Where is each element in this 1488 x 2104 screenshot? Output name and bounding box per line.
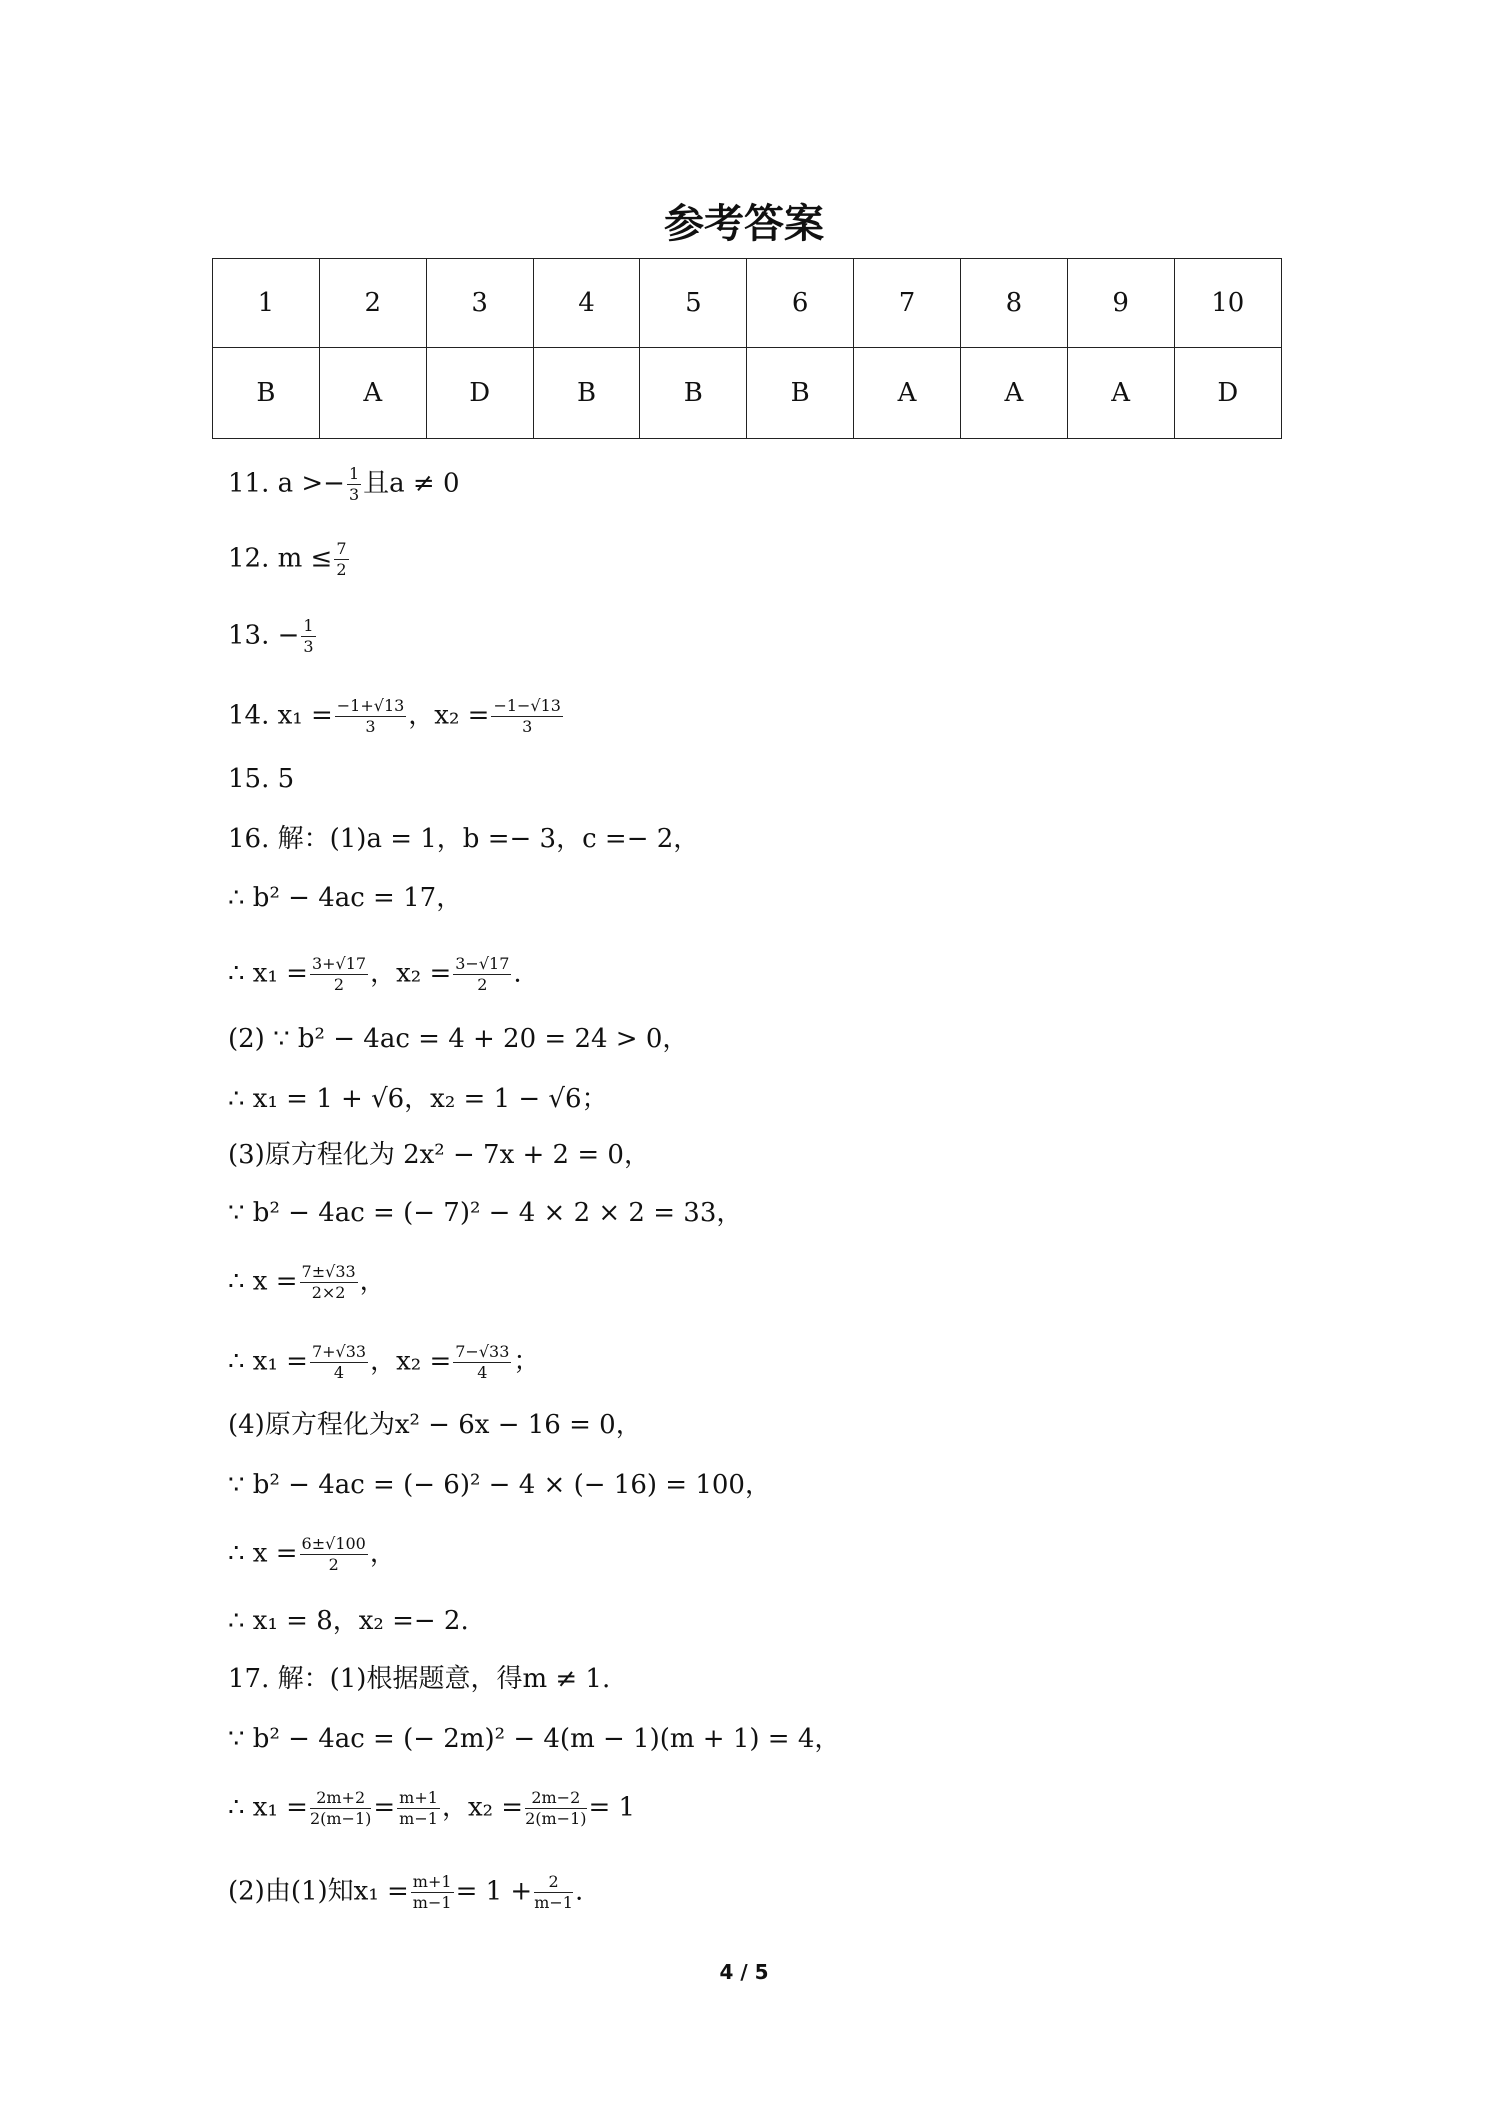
numerator: −1+√13 (336, 696, 405, 715)
denominator: m−1 (534, 1893, 573, 1912)
question-number: 6 (747, 259, 854, 348)
math-text: 且a ≠ 0 (363, 468, 460, 499)
fraction (335, 698, 407, 735)
numerator: 7 (336, 539, 347, 558)
fraction (525, 1790, 586, 1827)
numerator: m+1 (399, 1788, 438, 1807)
fraction (310, 1344, 368, 1381)
math-text: (2)由(1)知x₁ = (228, 1876, 409, 1907)
denominator: m−1 (399, 1809, 438, 1828)
solution-17-part1 (228, 1666, 610, 1692)
numerator: 1 (303, 616, 314, 635)
math-text: ∴ b² − 4ac = 17， (228, 883, 463, 913)
denominator: 4 (333, 1363, 345, 1382)
fraction (411, 1874, 454, 1911)
answer-cell: A (854, 348, 961, 439)
question-number: 2 (319, 259, 426, 348)
math-text: ∵ b² − 4ac = (− 2m)² − 4(m − 1)(m + 1) = 4， (228, 1724, 841, 1754)
math-text: ，x₂ = (370, 958, 452, 989)
solution-line (228, 1726, 840, 1752)
page-title: 参考答案 (664, 201, 824, 247)
denominator: 2 (328, 1555, 339, 1574)
numerator: 2m+2 (310, 1790, 371, 1809)
denominator: 2×2 (311, 1283, 346, 1302)
denominator: 2(m−1) (309, 1809, 372, 1828)
solution-line (228, 1536, 396, 1573)
math-text: 15. 5 (228, 764, 295, 794)
answer-cell: A (1067, 348, 1174, 439)
math-text: ，x₂ = (370, 1346, 452, 1377)
numerator: 7±√33 (301, 1262, 356, 1281)
answer-12 (228, 541, 351, 578)
math-text: ， (359, 1266, 386, 1297)
denominator: 3 (522, 717, 533, 736)
denominator: 3 (303, 637, 314, 656)
question-number: 9 (1067, 259, 1174, 348)
math-text: 14. x₁ = (228, 700, 333, 731)
answer-15 (228, 766, 294, 792)
denominator: m−1 (412, 1893, 452, 1912)
numerator: 2 (534, 1874, 573, 1893)
answer-cell: B (213, 348, 320, 439)
fraction (310, 956, 368, 993)
question-number: 8 (960, 259, 1067, 348)
math-text: 11. a >− (228, 468, 345, 499)
denominator: 4 (477, 1363, 488, 1382)
solution-line (228, 1200, 742, 1226)
answer-cell: B (533, 348, 640, 439)
math-text: ∵ b² − 4ac = (− 7)² − 4 × 2 × 2 = 33， (228, 1198, 743, 1228)
numerator: 6±√100 (301, 1534, 366, 1553)
fraction (300, 1536, 368, 1573)
answer-row (213, 348, 1282, 439)
question-number: 4 (533, 259, 640, 348)
numerator: 1 (348, 464, 360, 483)
numerator: 3+√17 (311, 954, 367, 973)
fraction (347, 466, 361, 503)
denominator: 2 (336, 560, 347, 579)
fraction (300, 1264, 358, 1301)
math-text: ∴ x₁ = (228, 1346, 308, 1377)
fraction (301, 618, 315, 655)
numerator: m+1 (412, 1872, 452, 1891)
solution-16-part3 (228, 1142, 650, 1168)
math-text: ； (513, 1346, 540, 1377)
math-text: = (373, 1792, 396, 1823)
math-text: ∴ x₁ = (228, 958, 308, 989)
fraction (310, 1790, 371, 1827)
question-number-row (213, 259, 1282, 348)
math-text: ∴ x = (228, 1266, 298, 1297)
fraction (491, 698, 563, 735)
math-text: . (513, 958, 522, 989)
answer-cell: B (640, 348, 747, 439)
solution-line (228, 956, 522, 993)
numerator: 7−√33 (455, 1342, 510, 1361)
solution-16-part1 (228, 826, 699, 852)
question-number: 7 (854, 259, 961, 348)
solution-line (228, 1790, 635, 1827)
question-number: 1 (213, 259, 320, 348)
fraction (334, 541, 348, 578)
math-text: ，x₂ = (441, 1792, 524, 1823)
math-text: ∴ x₁ = 8，x₂ =− 2. (228, 1606, 469, 1636)
answer-14 (228, 698, 565, 735)
math-text: (4)原方程化为x² − 6x − 16 = 0， (228, 1410, 642, 1440)
math-text: = 1 + (455, 1876, 533, 1907)
math-text: ∴ x = (228, 1538, 298, 1569)
page-number: 4 / 5 (719, 1960, 769, 1984)
solution-line (228, 1344, 539, 1381)
math-text: ∵ b² − 4ac = (− 6)² − 4 × (− 16) = 100， (228, 1470, 771, 1500)
solution-17-part2 (228, 1874, 583, 1911)
denominator: 2 (333, 975, 345, 994)
denominator: 3 (365, 717, 376, 736)
math-text: . (574, 1876, 584, 1907)
solution-line (228, 885, 462, 911)
solution-line (228, 1086, 608, 1112)
answer-13 (228, 618, 318, 655)
answer-cell: D (426, 348, 533, 439)
solution-line (228, 1608, 469, 1634)
numerator: −1−√13 (493, 696, 561, 715)
math-text: = 1 (588, 1792, 636, 1823)
math-text: 16. 解：(1)a = 1，b =− 3，c =− 2， (228, 824, 700, 854)
solution-16-part2 (228, 1026, 688, 1052)
solution-16-part4 (228, 1412, 642, 1438)
answer-11 (228, 466, 460, 503)
answer-cell: A (319, 348, 426, 439)
denominator: 3 (348, 485, 360, 504)
fraction (453, 956, 511, 993)
question-number: 10 (1174, 259, 1281, 348)
answer-cell: B (747, 348, 854, 439)
answer-table (212, 258, 1282, 439)
math-text: ，x₂ = (408, 700, 490, 731)
math-text: (2) ∵ b² − 4ac = 4 + 20 = 24 > 0， (228, 1024, 689, 1054)
answer-cell: D (1174, 348, 1281, 439)
numerator: 2m−2 (525, 1790, 586, 1809)
math-text: ∴ x₁ = (228, 1792, 308, 1823)
denominator: 2 (477, 975, 488, 994)
fraction (534, 1874, 573, 1911)
solution-line (228, 1264, 386, 1301)
math-text: 17. 解：(1)根据题意，得m ≠ 1. (228, 1664, 611, 1694)
fraction (397, 1790, 440, 1827)
math-text: ∴ x₁ = 1 + √6，x₂ = 1 − √6； (228, 1084, 608, 1114)
question-number: 3 (426, 259, 533, 348)
fraction (453, 1344, 511, 1381)
denominator: 2(m−1) (525, 1809, 587, 1828)
solution-line (228, 1472, 771, 1498)
math-text: 13. − (228, 620, 300, 651)
answer-cell: A (960, 348, 1067, 439)
question-number: 5 (640, 259, 747, 348)
math-text: ， (369, 1538, 396, 1569)
numerator: 3−√17 (455, 954, 510, 973)
math-text: 12. m ≤ (228, 543, 333, 574)
math-text: (3)原方程化为 2x² − 7x + 2 = 0， (228, 1140, 650, 1170)
numerator: 7+√33 (311, 1342, 367, 1361)
